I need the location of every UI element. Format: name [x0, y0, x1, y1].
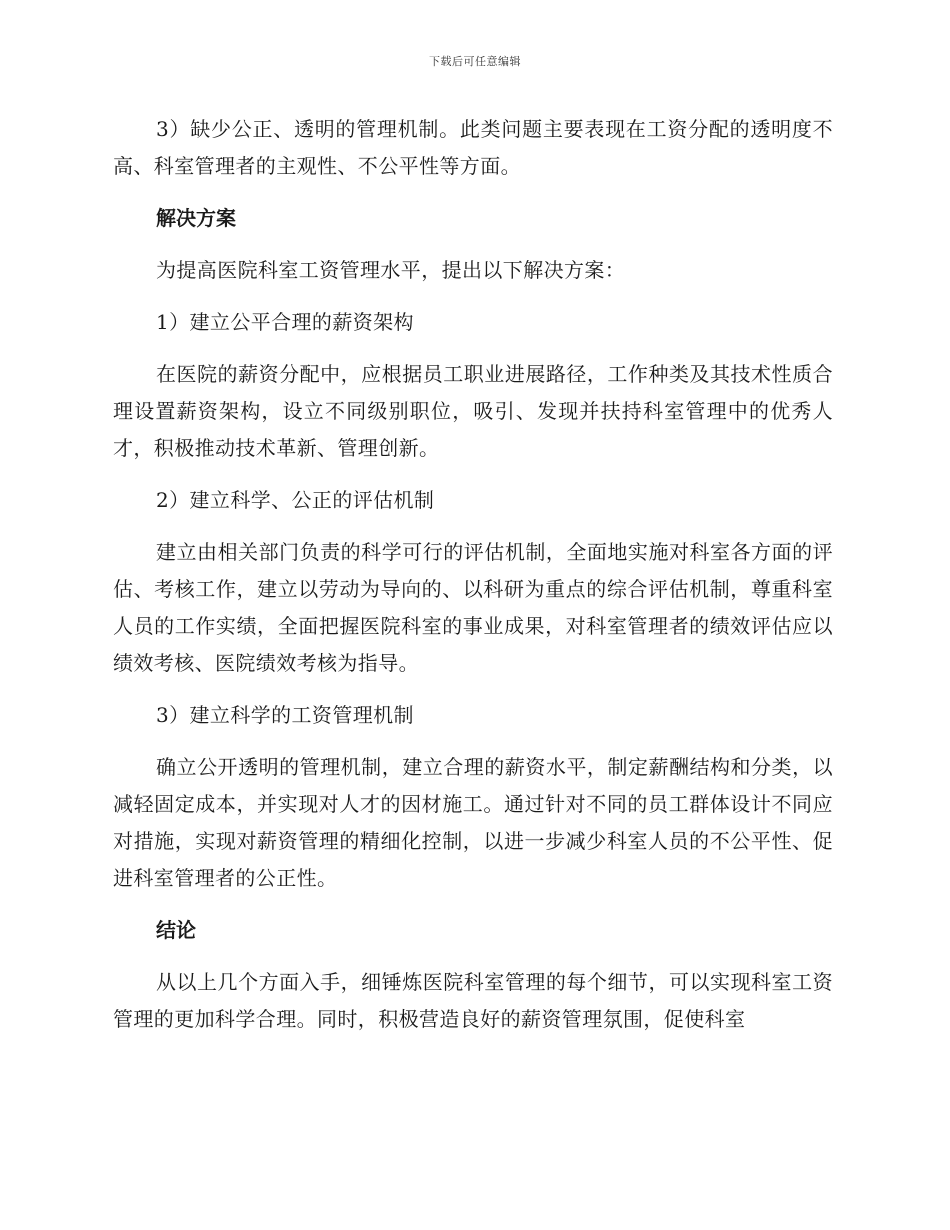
paragraph-solutions-intro: 为提高医院科室工资管理水平，提出以下解决方案： [156, 258, 626, 282]
subheading-solution-2: 2）建立科学、公正的评估机制 [156, 488, 435, 512]
document-body [113, 111, 833, 1053]
paragraph-solution-3: 确立公开透明的管理机制，建立合理的薪资水平，制定薪酬结构和分类，以减轻固定成本，并实现对人才的因材施工。通过针对不同的员工群体设计不同应对措施，实现对薪资管理的精细化控制，以进一步减少科室人员的不公平性、促进科室管理者的公正性。 [113, 755, 833, 890]
paragraph-solution-2: 建立由相关部门负责的科学可行的评估机制，全面地实施对科室各方面的评估、考核工作，建立以劳动为导向的、以科研为重点的综合评估机制，尊重科室人员的工作实绩，全面把握医院科室的事业成果，对科室管理者的绩效评估应以绩效考核、医院绩效考核为指导。 [113, 540, 833, 675]
section-heading-solutions: 解决方案 [156, 206, 236, 230]
paragraph-solution-1: 在医院的薪资分配中，应根据员工职业进展路径，工作种类及其技术性质合理设置薪资架构，设立不同级别职位，吸引、发现并扶持科室管理中的优秀人才，积极推动技术革新、管理创新。 [113, 362, 833, 460]
page-header: 下载后可任意编辑 [429, 55, 521, 68]
section-heading-conclusion: 结论 [156, 918, 196, 942]
subheading-solution-1: 1）建立公平合理的薪资架构 [156, 310, 414, 334]
subheading-solution-3: 3）建立科学的工资管理机制 [156, 703, 414, 727]
paragraph-conclusion: 从以上几个方面入手，细锤炼医院科室管理的每个细节，可以实现科室工资管理的更加科学合理。同时，积极营造良好的薪资管理氛围，促使科室 [113, 970, 833, 1031]
paragraph-problem-3: 3）缺少公正、透明的管理机制。此类问题主要表现在工资分配的透明度不高、科室管理者的主观性、不公平性等方面。 [113, 117, 833, 178]
